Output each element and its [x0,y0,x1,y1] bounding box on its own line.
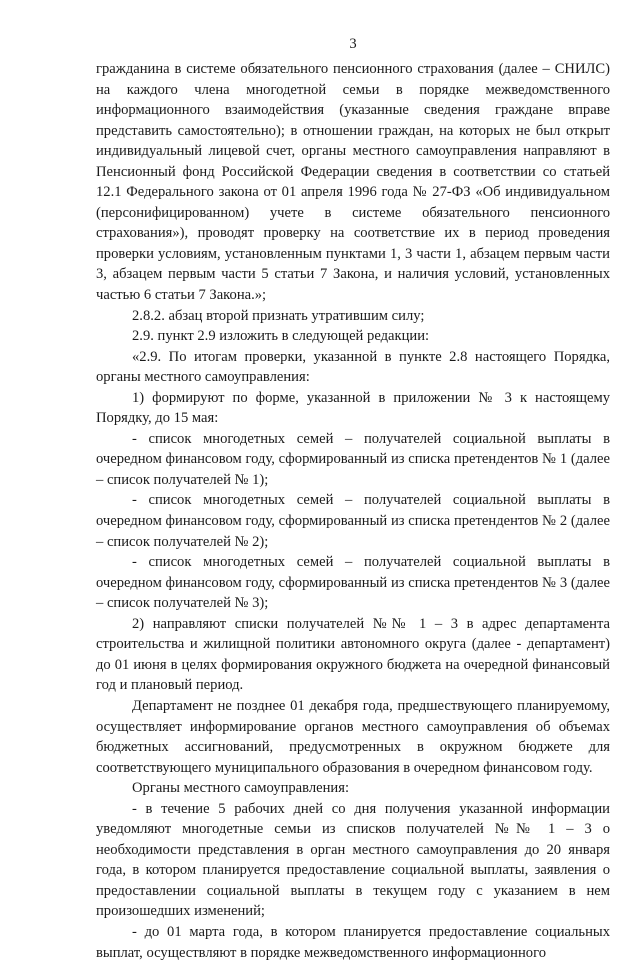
paragraph-2-9-intro: «2.9. По итогам проверки, указанной в пункте 2.8 настоящего Порядка, органы местного самоуправления: [96,348,610,386]
list-item-notify-families: - в течение 5 рабочих дней со дня получения указанной информации уведомляют многодетные семьи из списков получателей №№ 1 – 3 о необходимости представления в орган местного самоуправления до 20 января года, в котором планируется предоставление социальной выплаты, заявления о предоставлении социальной выплаты в текущем году с указанием в нем произошедших изменений; [96,800,610,920]
list-item-recipients-2: - список многодетных семей – получателей социальной выплаты в очередном финансовом году, сформированный из списка претендентов № 2 (далее – список получателей № 2); [96,492,610,550]
paragraph-2-8-2: 2.8.2. абзац второй признать утратившим силу; [132,307,425,324]
paragraph-department-notice: Департамент не позднее 01 декабря года, предшествующего планируемому, осуществляет информирование органов местного самоуправления об объемах бюджетных ассигнований, предусмотренных в окружном бюджете для соответствующего муниципального образования в очередном финансовом году. [96,697,610,776]
page-number: 3 [349,36,357,52]
paragraph-snils-continuation: гражданина в системе обязательного пенсионного страхования (далее – СНИЛС) на каждого члена многодетной семьи в порядке межведомственного информационного взаимодействия (указанные сведения граждане вправе представить самостоятельно); в отношении граждан, на которых не был открыт индивидуальный лицевой счет, органы местного самоуправления направляют в Пенсионный фонд Российской Федерации сведения в соответствии со статьей 12.1 Федерального закона от 01 апреля 1996 года № 27-ФЗ «Об индивидуальном (персонифицированном) учете в системе обязательного пенсионного страхования»), проводят проверку на соответствие их в период проведения проверки условиям, установленным пунктами 1, 3 части 1, абзацем первым части 3, абзацем первым части 5 статьи 7 Закона, и наличия условий, установленных частью 6 статьи 7 Закона.»; [96,61,610,304]
list-item-march-deadline: - до 01 марта года, в котором планируется предоставление социальных выплат, осуществляют в порядке межведомственного информационного [96,923,610,961]
paragraph-item-2: 2) направляют списки получателей №№ 1 – 3 в адрес департамента строительства и жилищной политики автономного округа (далее - департамент) до 01 июня в целях формирования окружного бюджета на очередной финансовый год и плановый период. [96,615,610,694]
list-item-recipients-3: - список многодетных семей – получателей социальной выплаты в очередном финансовом году, сформированный из списка претендентов № 3 (далее – список получателей № 3); [96,554,610,612]
list-item-recipients-1: - список многодетных семей – получателей социальной выплаты в очередном финансовом году, сформированный из списка претендентов № 1 (далее – список получателей № 1); [96,430,610,488]
paragraph-local-authorities: Органы местного самоуправления: [132,780,350,797]
paragraph-2-9: 2.9. пункт 2.9 изложить в следующей редакции: [132,328,430,345]
paragraph-item-1: 1) формируют по форме, указанной в приложении № 3 к настоящему Порядку, до 15 мая: [96,389,610,427]
document-page [96,34,610,963]
